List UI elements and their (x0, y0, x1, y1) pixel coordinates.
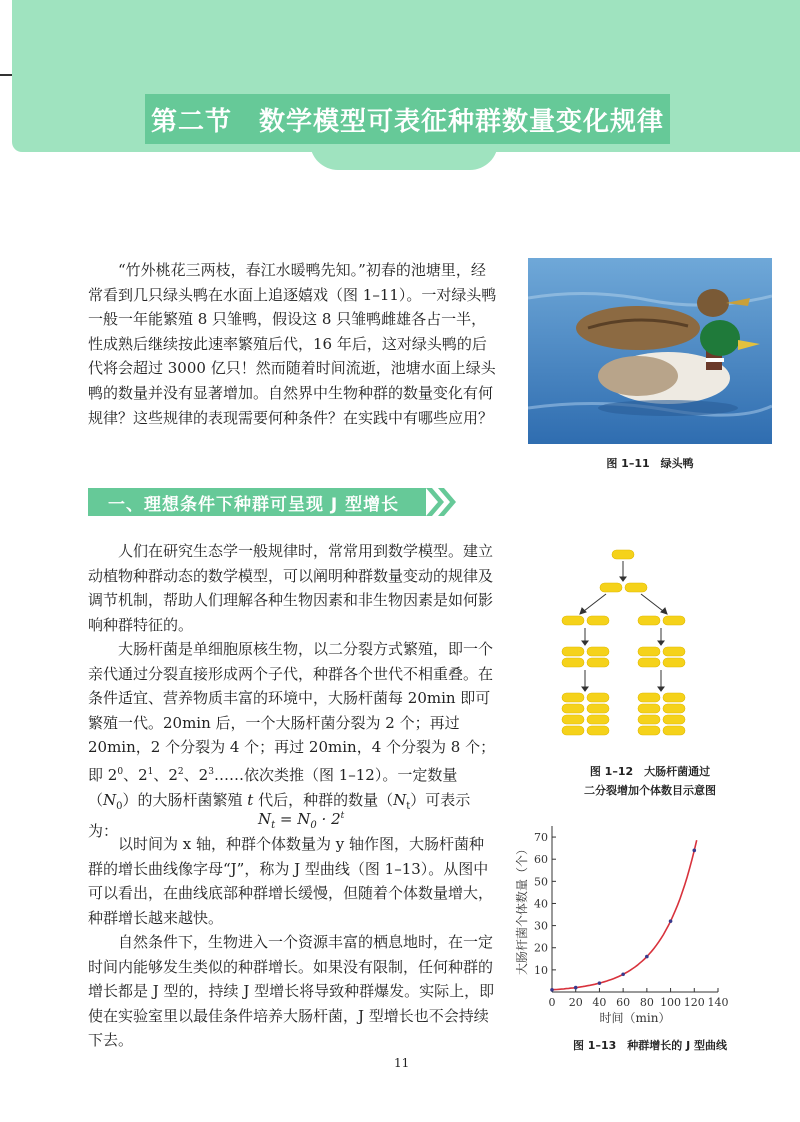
paragraph-ecoli: 大肠杆菌是单细胞原核生物，以二分裂方式繁殖，即一个亲代通过分裂直接形成两个子代，种群各个世代不相重叠。在条件适宜、营养物质丰富的环境中，大肠杆菌每 20min 即可繁殖一代。20min 后，一个大肠杆菌分裂为 2 个；再过 20min，2 个分裂为 4 个；再过 20min，4 个分裂为 8 个；即 $2^0$、$2^1$、$2^2$、$2^3\dots\dots$依次类推（图 1–12）。一定数量$(N_0)$的大肠杆菌繁殖 t 代后，种群的数量$(N_t)$可表示为： (88, 640, 496, 841)
top-rule (0, 74, 12, 76)
x-tick-label: 140 (707, 996, 729, 1009)
page-title: 第二节 数学模型可表征种群数量变化规律 (150, 106, 664, 137)
y-tick-label: 30 (534, 919, 548, 933)
data-point (669, 919, 673, 923)
data-point (645, 955, 649, 959)
y-tick-label: 60 (534, 853, 548, 867)
x-tick-label: 80 (639, 996, 654, 1009)
x-tick-label: 100 (660, 996, 682, 1009)
series-line (552, 840, 697, 990)
section-title-box (145, 94, 670, 144)
page-number: 11 (394, 1056, 410, 1070)
x-tick-label: 20 (568, 996, 583, 1009)
j-curve-chart (508, 816, 738, 1026)
paragraph-math-models: 人们在研究生态学一般规律时，常常用到数学模型。建立动植物种群动态的数学模型，可以阐明种群数量变动的规律及调节机制，帮助人们理解各种生物因素和非生物因素是如何影响种群特征的。 (88, 542, 494, 634)
figure-1-11-caption: 图 1–11 绿头鸭 (606, 457, 694, 470)
section-heading: 一、理想条件下种群可呈现 J 型增长 (108, 494, 400, 515)
data-point (574, 986, 578, 990)
x-tick-label: 0 (548, 996, 556, 1009)
y-tick-label: 70 (534, 831, 548, 845)
data-point (692, 849, 696, 853)
bacteria-division-diagram (554, 548, 694, 748)
data-point (550, 988, 554, 992)
paragraph-j-curve: 以时间为 x 轴，种群个体数量为 y 轴作图，大肠杆菌种群的增长曲线像字母“J”，称为 J 型曲线（图 1–13）。从图中可以看出，在曲线底部种群增长缓慢，但随着个体数量增大，种群增长越来越快。 (88, 835, 494, 927)
chevron-right-icon (424, 486, 458, 518)
figure-1-12-caption: 图 1–12 大肠杆菌通过 二分裂增加个体数目示意图 (584, 765, 716, 797)
figure-1-13-caption: 图 1–13 种群增长的 J 型曲线 (572, 1039, 728, 1052)
y-axis-label: 大肠杆菌个体数量（个） (515, 842, 529, 976)
data-point (598, 981, 602, 985)
y-tick-label: 50 (534, 875, 548, 889)
intro-paragraph: “竹外桃花三两枝，春江水暖鸭先知。”初春的池塘里，经常看到几只绿头鸭在水面上追逐嬉戏（图 1–11）。一对绿头鸭一般一年能繁殖 8 只雏鸭，假设这 8 只雏鸭雌雄各占一半，性成熟后继续按此速率繁殖后代，16 年后，这对绿头鸭的后代将会超过 3000 亿只！然而随着时间流逝，池塘水面上绿头鸭的数量并没有显著增加。自然界中生物种群的数量变化有何规律？这些规律的表现需要何种条件？在实践中有哪些应用？ (88, 261, 497, 427)
section-heading-bar (88, 488, 426, 516)
y-tick-label: 10 (534, 963, 548, 977)
x-tick-label: 40 (592, 996, 607, 1009)
x-axis-label: 时间（min） (599, 1011, 671, 1025)
growth-formula: $N_t = N_0 \cdot 2^t$ (258, 810, 345, 831)
header-banner-tab (310, 140, 498, 170)
paragraph-natural-conditions: 自然条件下，生物进入一个资源丰富的栖息地时，在一定时间内能够发生类似的种群增长。如果没有限制，任何种群的增长都是 J 型的，持续 J 型增长将导致种群爆发。实际上，即使在实验室里以最佳条件培养大肠杆菌，J 型增长也不会持续下去。 (88, 933, 495, 1050)
x-tick-label: 120 (683, 996, 705, 1009)
x-tick-label: 60 (616, 996, 631, 1009)
y-tick-label: 20 (534, 941, 548, 955)
y-tick-label: 40 (534, 897, 548, 911)
duck-photo (528, 258, 772, 444)
data-point (621, 972, 625, 976)
